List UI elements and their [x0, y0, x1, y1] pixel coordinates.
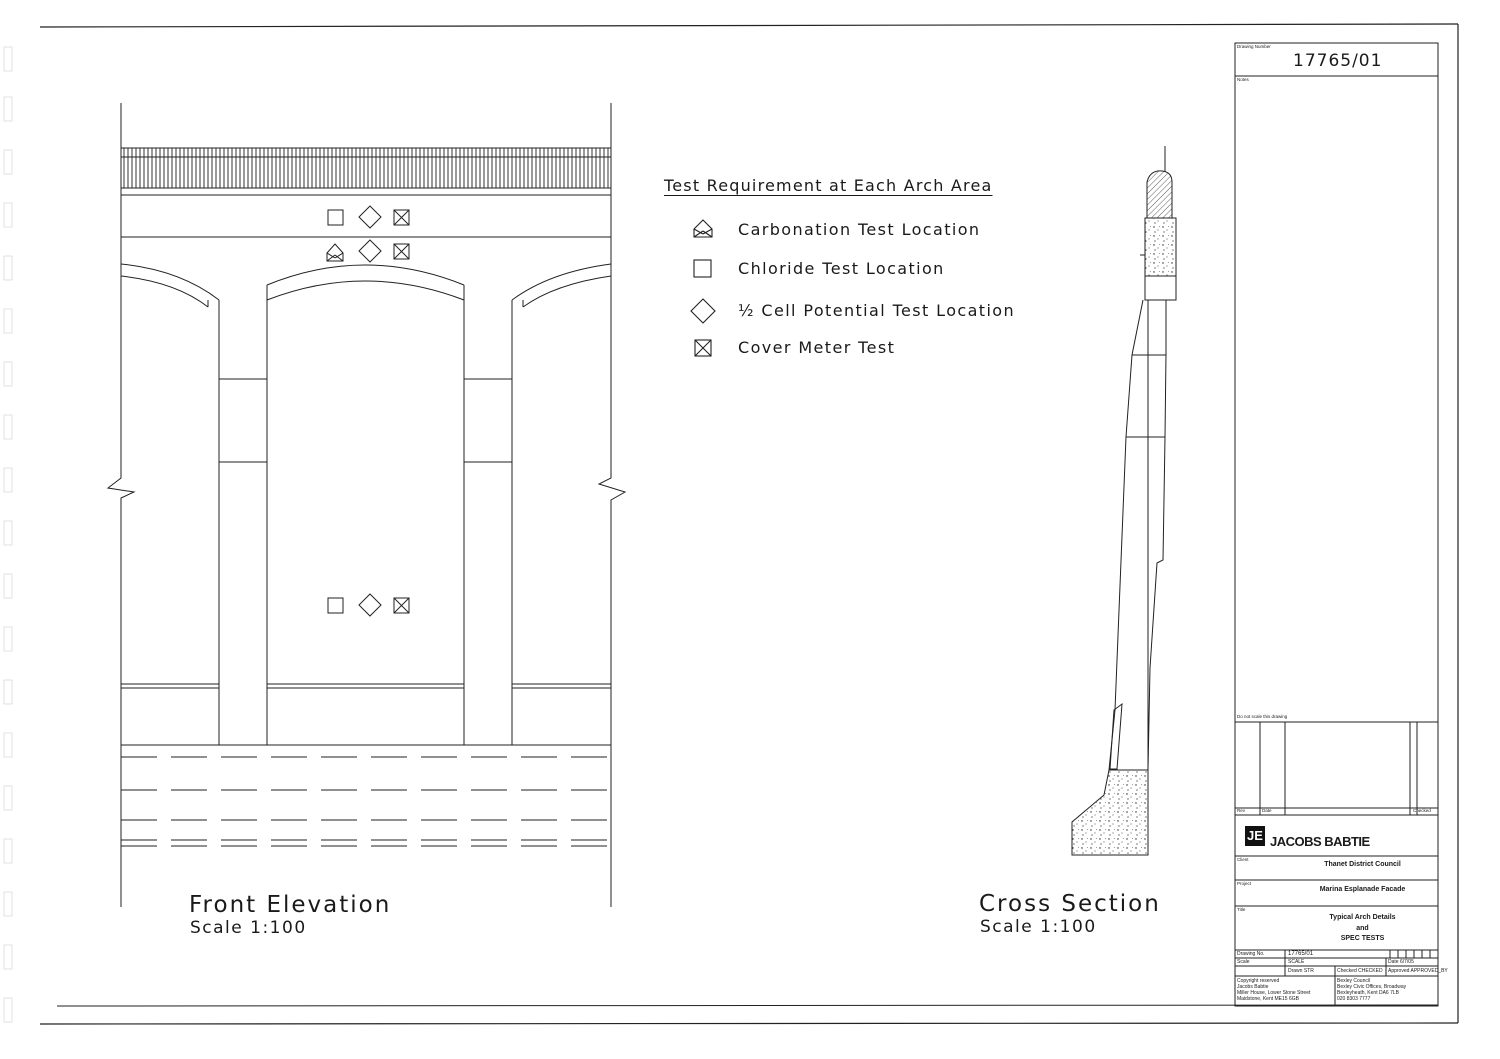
half-cell-marker: [359, 240, 381, 262]
elevation-left-edge: [108, 103, 134, 907]
office-line-3: Bexleyheath, Kent DA6 7LB: [1337, 990, 1399, 996]
client-name: Thanet District Council: [1324, 861, 1401, 868]
scale-value: SCALE: [1288, 959, 1305, 965]
legend-label-cover-meter: Cover Meter Test: [738, 338, 896, 357]
test-markers-row-3: [328, 594, 409, 616]
arch-left: [121, 264, 219, 307]
parapet-wall: [1145, 218, 1176, 276]
company-logo-mark: JE: [1245, 826, 1265, 846]
office-line-4: 020 8303 7777: [1337, 996, 1371, 1002]
drawing-title-line-2: and: [1356, 925, 1369, 932]
half-cell-marker: [359, 206, 381, 228]
arch-center: [267, 265, 464, 300]
checked-label: Checked: [1413, 808, 1431, 813]
front-elevation-title: Front Elevation: [189, 892, 392, 918]
elevation-right-edge: [599, 103, 625, 907]
promenade-lines: [121, 757, 611, 846]
legend-label-carbonation: Carbonation Test Location: [738, 220, 981, 239]
coping: [1147, 171, 1172, 218]
date-value: Date 6/7/05: [1388, 959, 1414, 965]
binder-marks: [4, 47, 12, 1022]
drawing-no-value: 17765/01: [1288, 951, 1314, 957]
legend-symbols: [691, 220, 715, 356]
diamond-symbol: [691, 299, 715, 323]
copyright-line-3: Miller House, Lower Stone Street: [1237, 990, 1311, 996]
footing: [1072, 770, 1148, 855]
legend-label-half-cell: ½ Cell Potential Test Location: [738, 301, 1016, 320]
carbonation-marker: [327, 244, 343, 261]
drawing-no-label: Drawing No.: [1237, 951, 1265, 957]
project-name: Marina Esplanade Facade: [1319, 886, 1406, 893]
sheet-border: [40, 24, 1458, 1024]
carbonation-symbol: [694, 220, 712, 237]
crossed-square-symbol: [695, 340, 711, 356]
copyright-line-2: Jacobs Babtie: [1237, 984, 1269, 990]
arch-right: [512, 264, 611, 307]
office-line-1: Bexley Council: [1337, 978, 1371, 984]
drawing-number-label: Drawing Number: [1237, 44, 1271, 49]
legend-title: Test Requirement at Each Arch Area: [664, 176, 993, 195]
cover-meter-marker: [394, 244, 409, 259]
cover-meter-marker: [394, 210, 409, 225]
checked-by: Checked CHECKED: [1337, 968, 1383, 974]
front-elevation-scale: Scale 1:100: [190, 918, 307, 938]
cross-section-title: Cross Section: [979, 891, 1161, 917]
legend-label-chloride: Chloride Test Location: [738, 259, 945, 278]
cross-section-scale: Scale 1:100: [980, 917, 1097, 937]
approved-by: Approved APPROVED_BY: [1388, 968, 1448, 974]
office-line-2: Bexley Civic Offices, Broadway: [1337, 984, 1407, 990]
test-markers-row-1: [328, 206, 409, 228]
drawing-title-line-3: SPEC TESTS: [1340, 935, 1385, 942]
drawn-by: Drawn STR: [1288, 968, 1314, 974]
test-markers-row-2: [327, 240, 409, 262]
cross-section: [1072, 146, 1176, 855]
front-elevation: [108, 103, 625, 907]
chloride-marker: [328, 598, 343, 613]
pier-right: [464, 300, 512, 745]
half-cell-marker: [359, 594, 381, 616]
drain-pipe: [1110, 704, 1122, 769]
title-label: Title: [1237, 907, 1246, 912]
company-name: JACOBS BABTIE: [1270, 834, 1370, 849]
parapet-railing: [121, 148, 611, 195]
copyright-line-4: Maidstone, Kent ME15 6GB: [1237, 996, 1299, 1002]
project-label: Project: [1237, 881, 1252, 886]
scale-label: Scale: [1237, 959, 1250, 965]
pier-left: [219, 300, 267, 745]
notes-label: Notes: [1237, 77, 1249, 82]
drawing-title-line-1: Typical Arch Details: [1329, 914, 1396, 921]
cover-meter-marker: [394, 598, 409, 613]
square-symbol: [694, 260, 711, 277]
drawing-number: 17765/01: [1293, 51, 1383, 71]
date-label: Date: [1262, 808, 1272, 813]
client-label: Client: [1237, 857, 1249, 862]
chloride-marker: [328, 210, 343, 225]
copyright-line-1: Copyright reserved: [1237, 978, 1280, 984]
do-not-scale-note: Do not scale this drawing: [1237, 714, 1288, 719]
rev-label: Rev: [1237, 808, 1246, 813]
